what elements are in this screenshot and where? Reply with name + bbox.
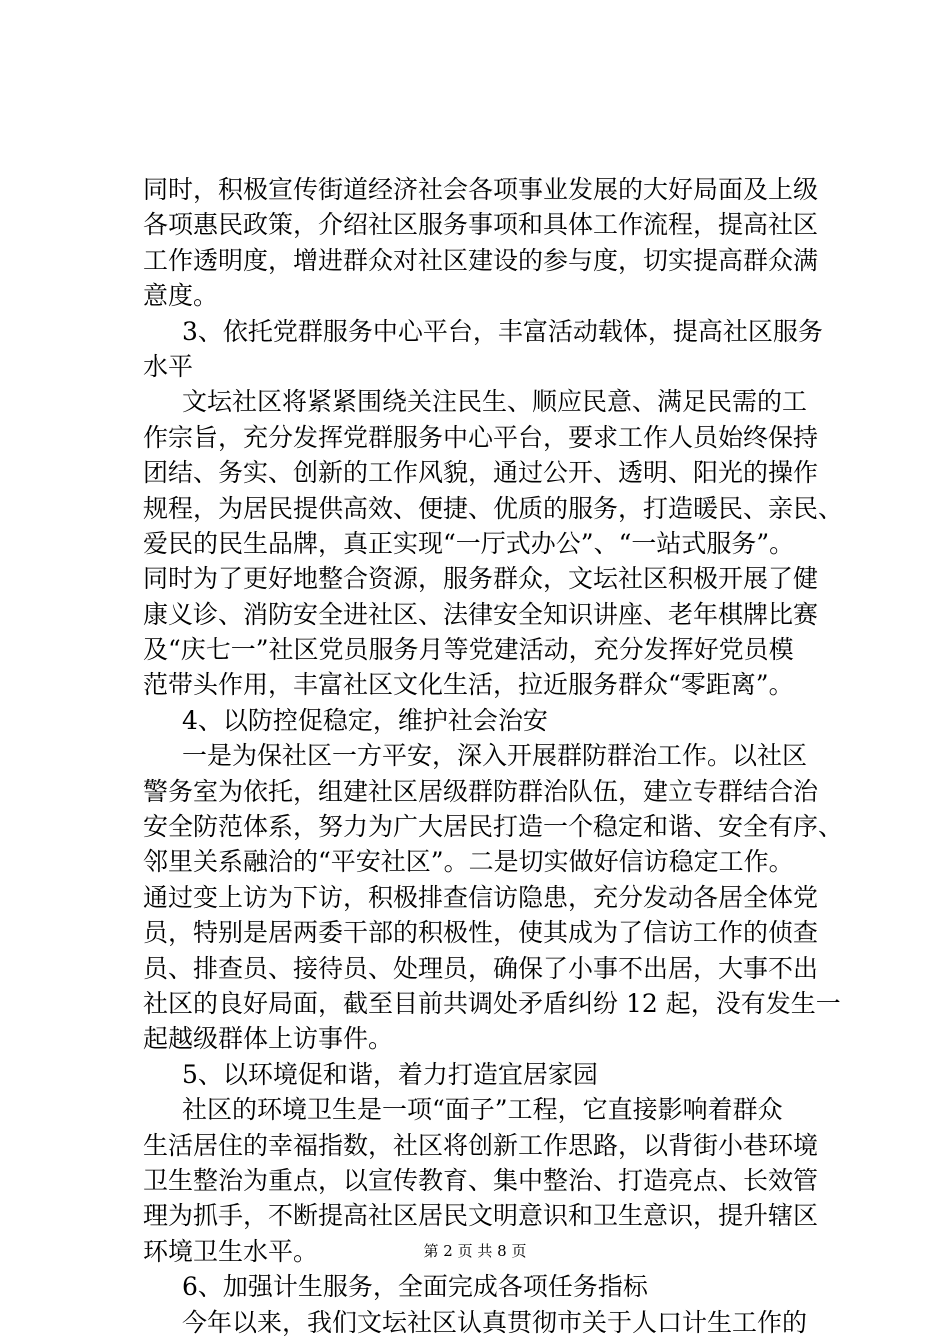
text-line: 起越级群体上访事件。 [143,1024,394,1054]
text-line: 邻里关系融洽的“平安社区”。二是切实做好信访稳定工作。 [143,847,794,877]
text-line: 员，特别是居两委干部的积极性，使其成为了信访工作的侦查 [143,918,819,948]
text-line: 通过变上访为下访，积极排查信访隐患，充分发动各居全体党 [143,882,819,912]
text-line: 团结、务实、创新的工作风貌，通过公开、透明、阳光的操作 [143,458,819,488]
text-line: 3、依托党群服务中心平台，丰富活动载体，提高社区服务 [182,316,823,346]
text-line: 意度。 [143,281,219,311]
page-footer: 第 2 页 共 8 页 [423,1242,527,1260]
text-line: 及“庆七一”社区党员服务月等党建活动，充分发挥好党员模 [143,635,794,665]
text-line: 6、加强计生服务，全面完成各项任务指标 [182,1272,648,1302]
text-line: 范带头作用，丰富社区文化生活，拉近服务群众“零距离”。 [143,670,794,700]
text-line: 同时为了更好地整合资源，服务群众，文坛社区积极开展了健 [143,564,819,594]
text-line: 工作透明度，增进群众对社区建设的参与度，切实提高群众满 [143,245,819,275]
text-line: 安全防范体系，努力为广大居民打造一个稳定和谐、安全有序、 [143,812,844,842]
text-line: 作宗旨，充分发挥党群服务中心平台，要求工作人员始终保持 [143,422,819,452]
text-line: 水平 [143,351,194,381]
text-line: 5、以环境促和谐，着力打造宜居家园 [182,1059,598,1089]
text-line: 康义诊、消防安全进社区、法律安全知识讲座、老年棋牌比赛 [143,599,819,629]
text-line: 规程，为居民提供高效、便捷、优质的服务，打造暖民、亲民、 [143,493,844,523]
text-line: 环境卫生水平。 [143,1236,319,1266]
text-line: 今年以来，我们文坛社区认真贯彻市关于人口计生工作的 [182,1307,808,1337]
text-line: 警务室为依托，组建社区居级群防群治队伍，建立专群结合治 [143,776,819,806]
text-line: 卫生整治为重点，以宣传教育、集中整治、打造亮点、长效管 [143,1165,819,1195]
text-line: 理为抓手，不断提高社区居民文明意识和卫生意识，提升辖区 [143,1201,819,1231]
text-line: 社区的环境卫生是一项“面子”工程，它直接影响着群众 [182,1095,783,1125]
text-line: 各项惠民政策，介绍社区服务事项和具体工作流程，提高社区 [143,210,819,240]
text-line: 4、以防控促稳定，维护社会治安 [182,705,548,735]
text-line: 社区的良好局面，截至目前共调处矛盾纠纷 12 起，没有发生一 [143,988,841,1018]
text-line: 一是为保社区一方平安，深入开展群防群治工作。以社区 [182,741,808,771]
text-line: 生活居住的幸福指数，社区将创新工作思路，以背街小巷环境 [143,1130,819,1160]
text-line: 同时，积极宣传街道经济社会各项事业发展的大好局面及上级 [143,175,819,204]
text-line: 员、排查员、接待员、处理员，确保了小事不出居，大事不出 [143,953,819,983]
document-body [143,172,863,1340]
text-line: 文坛社区将紧紧围绕关注民生、顺应民意、满足民需的工 [182,387,808,417]
text-line: 爱民的民生品牌，真正实现“一厅式办公”、“一站式服务”。 [143,528,795,558]
